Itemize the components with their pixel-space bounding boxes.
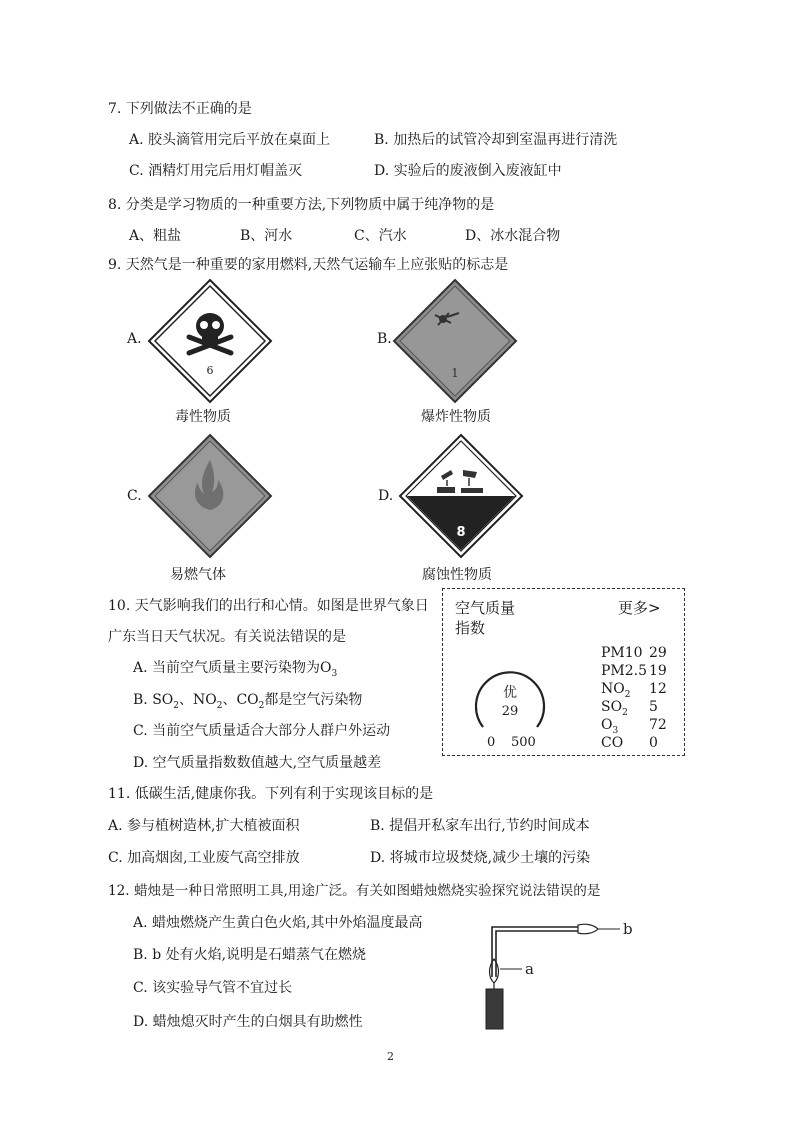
flame-b-icon [578,924,598,934]
q11-option-c: C. 加高烟囱,工业废气高空排放 [108,850,300,866]
q7-option-d: D. 实验后的废液倒入废液缸中 [374,163,562,179]
aqi-title-line2: 指数 [455,619,486,637]
q8-option-b: B、河水 [240,228,293,244]
q8-option-d: D、冰水混合物 [465,228,561,244]
q7-option-a: A. 胶头滴管用完后平放在桌面上 [129,132,331,148]
q9-letter-a: A. [127,331,142,347]
q10-option-c: C. 当前空气质量适合大部分人群户外运动 [133,723,391,739]
pollutant-row [601,663,667,682]
q9-letter-b: B. [377,331,392,347]
q9-caption-a: 毒性物质 [175,409,231,425]
candle-flame-icon [490,959,499,983]
q11-stem: 11. 低碳生活,健康你我。下列有利于实现该目标的是 [108,786,434,802]
q10-stem-line1: 10. 天气影响我们的出行和心情。如图是世界气象日 [108,598,429,614]
q9-caption-c: 易燃气体 [170,567,226,583]
pollutant-row [601,717,667,736]
aqi-grade: 优 [503,685,517,701]
pollutant-name: O [601,717,613,733]
q8-option-c: C、汽水 [354,228,407,244]
pollutant-name: NO [601,681,625,697]
corrosive-sign-number: 8 [456,525,466,540]
pollutant-subscript: 2 [622,707,628,718]
q9-letter-c: C. [127,488,142,504]
q9-stem: 9. 天然气是一种重要的家用燃料,天然气运输车上应张贴的标志是 [108,257,509,273]
aqi-scale-max: 500 [511,735,536,750]
pollutant-value: 72 [649,717,667,733]
q7-option-b: B. 加热后的试管冷却到室温再进行清洗 [374,132,618,148]
pollutant-name: PM10 [601,645,643,661]
q12-option-a: A. 蜡烛燃烧产生黄白色火焰,其中外焰温度最高 [133,915,423,931]
pollutant-name: SO [601,699,623,715]
pollutant-name: PM2.5 [601,663,648,679]
q11-option-b: B. 提倡开私家车出行,节约时间成本 [370,818,590,834]
q9-letter-d: D. [378,488,394,504]
q10-stem-line2: 广东当日天气状况。有关说法错误的是 [108,629,346,645]
pollutant-row [601,645,667,664]
pollutant-value: 29 [649,645,667,661]
toxic-sign [146,277,274,405]
aqi-title-line1: 空气质量 [455,599,516,617]
pollutant-value: 19 [649,663,667,679]
pollutant-row [601,681,667,700]
pollutant-value: 12 [649,681,667,697]
q10-option-b: B. $SO_2$、$NO_2$、$CO_2$都是空气污染物 [133,692,363,711]
pollutant-subscript: 2 [624,689,631,700]
q11-option-d: D. 将城市垃圾焚烧,减少土壤的污染 [370,850,591,866]
aqi-scale-min: 0 [487,735,496,750]
aqi-value: 29 [501,704,519,719]
q11-option-a: A. 参与植树造林,扩大植被面积 [108,818,300,834]
pollutant-row [601,735,658,754]
explosive-sign [391,277,519,405]
q9-caption-b: 爆炸性物质 [421,409,491,425]
q12-stem: 12. 蜡烛是一种日常照明工具,用途广泛。有关如图蜡烛燃烧实验探究说法错误的是 [108,883,601,899]
pollutant-name: CO [601,735,624,751]
q12-option-d: D. 蜡烛熄灭时产生的白烟具有助燃性 [133,1014,363,1030]
pollutant-subscript: 3 [612,725,619,736]
q10-option-d: D. 空气质量指数数值越大,空气质量越差 [133,755,382,771]
pollutant-row [601,699,658,718]
pollutant-value: 0 [649,735,658,751]
page-number: 2 [387,1050,394,1063]
label-a: a [525,960,534,978]
label-b: b [623,920,633,938]
candle-experiment-diagram [478,915,638,1035]
explosive-sign-number: 1 [451,366,459,380]
q9-caption-d: 腐蚀性物质 [422,567,492,583]
q7-option-c: C. 酒精灯用完后用灯帽盖灭 [129,163,303,179]
toxic-sign-number: 6 [206,364,214,377]
q8-option-a: A、粗盐 [129,228,182,244]
q7-stem: 7. 下列做法不正确的是 [108,101,252,117]
flammable-gas-sign [146,432,274,560]
pollutant-value: 5 [649,699,658,715]
corrosive-sign [397,432,525,560]
q12-option-c: C. 该实验导气管不宜过长 [133,980,293,996]
q12-option-b: B. b 处有火焰,说明是石蜡蒸气在燃烧 [133,947,367,963]
aqi-more-link[interactable]: 更多> [618,599,661,617]
aqi-panel [442,588,685,756]
candle-icon [486,989,503,1029]
q8-stem: 8. 分类是学习物质的一种重要方法,下列物质中属于纯净物的是 [108,197,495,213]
aqi-gauge [467,667,553,737]
q10-option-a: A. 当前空气质量主要污染物为$O_3$ [133,660,338,679]
